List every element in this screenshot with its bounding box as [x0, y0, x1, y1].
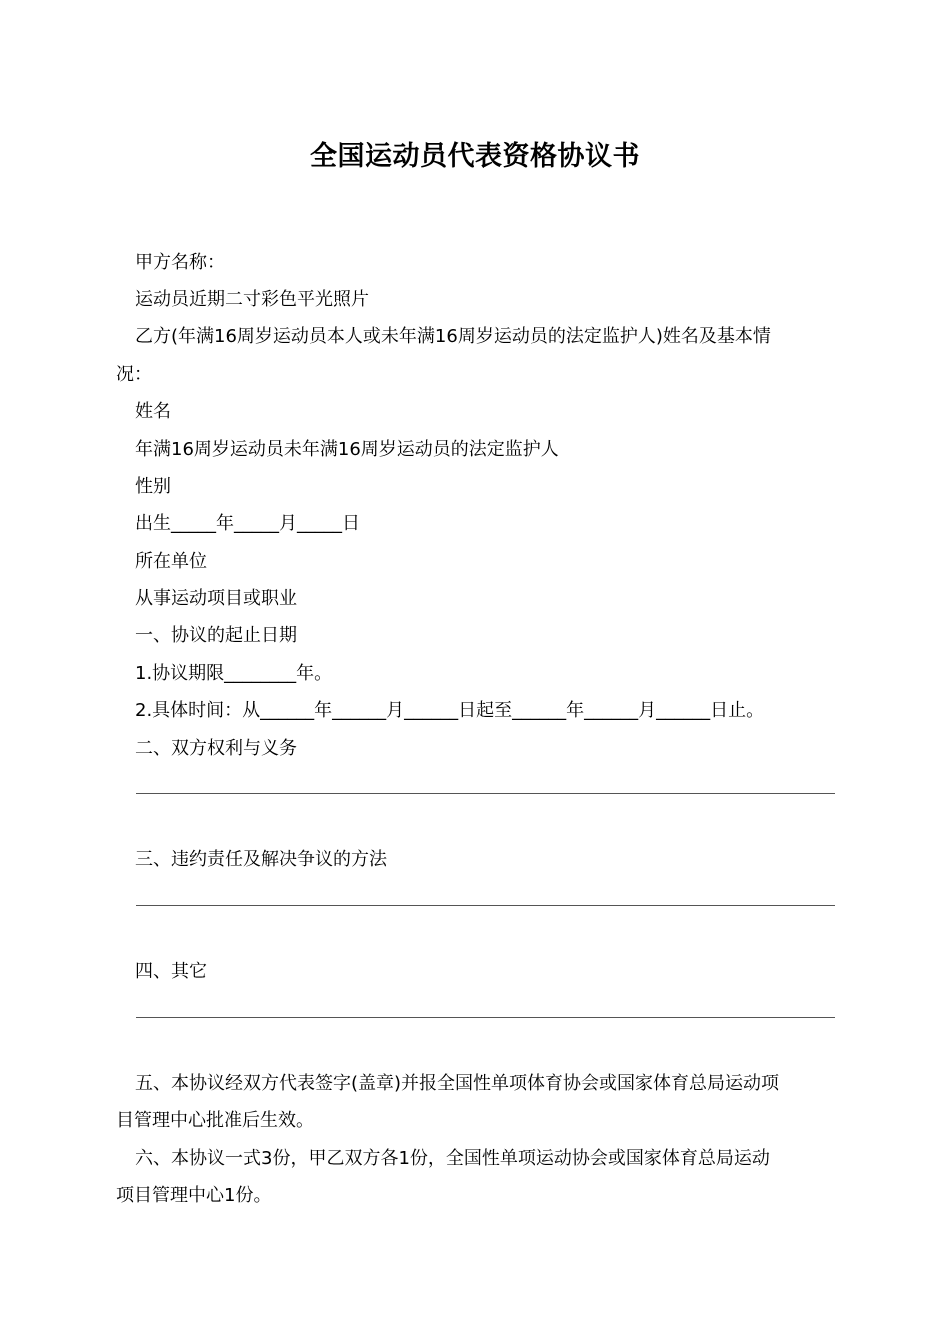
section-2-heading: 二、双方权利与义务: [135, 738, 297, 759]
photo-note: 运动员近期二寸彩色平光照片: [135, 289, 369, 310]
section-6-text-continued: 项目管理中心1份。: [116, 1185, 272, 1206]
gender-label: 性别: [135, 476, 171, 497]
party-a-label: 甲方名称：: [135, 252, 225, 273]
section-5-text-continued: 目管理中心批准后生效。: [116, 1110, 314, 1131]
section-1-heading: 一、协议的起止日期: [135, 625, 297, 646]
guardian-line: 年满16周岁运动员未年满16周岁运动员的法定监护人: [135, 439, 559, 460]
party-b-description: 乙方(年满16周岁运动员本人或未年满16周岁运动员的法定监护人)姓名及基本情: [135, 326, 771, 347]
section-3-heading: 三、违约责任及解决争议的方法: [135, 849, 387, 870]
unit-label: 所在单位: [135, 551, 207, 572]
party-b-description-continued: 况：: [116, 364, 152, 385]
agreement-term-line: 1.协议期限________年。: [135, 663, 333, 684]
section-5-text: 五、本协议经双方代表签字(盖章)并报全国性单项体育协会或国家体育总局运动项: [135, 1073, 780, 1094]
sport-label: 从事运动项目或职业: [135, 588, 297, 609]
agreement-dates-line: 2.具体时间：从______年______月______日起至______年______月______日止。: [135, 700, 765, 721]
document-title: 全国运动员代表资格协议书: [310, 141, 640, 172]
birth-date-line: 出生_____年_____月_____日: [135, 513, 360, 534]
section-3-blank-line: [136, 905, 835, 906]
section-4-blank-line: [136, 1017, 835, 1018]
section-6-text: 六、本协议一式3份，甲乙双方各1份，全国性单项运动协会或国家体育总局运动: [135, 1148, 770, 1169]
section-4-heading: 四、其它: [135, 961, 207, 982]
name-label: 姓名: [135, 401, 171, 422]
section-2-blank-line: [136, 793, 835, 794]
